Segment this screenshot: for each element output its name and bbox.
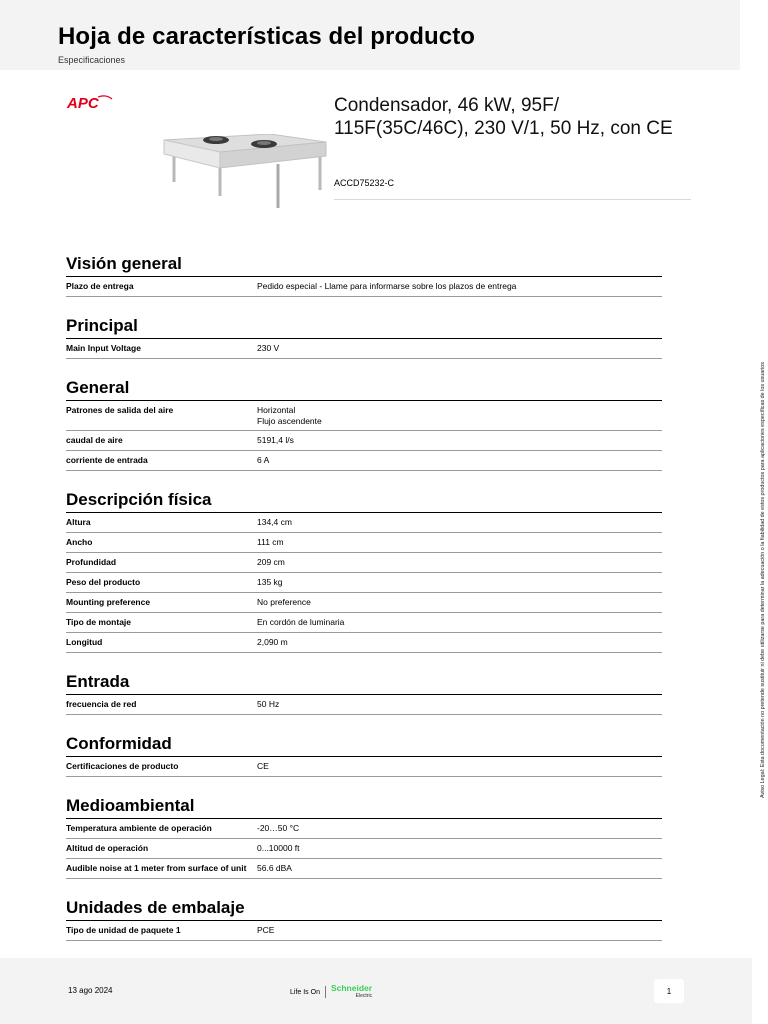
spec-value: No preference <box>257 597 311 607</box>
divider <box>334 199 691 200</box>
spec-section <box>66 254 662 297</box>
spec-label: corriente de entrada <box>66 455 148 465</box>
brand-divider <box>325 986 326 998</box>
spec-value: PCE <box>257 925 275 935</box>
spec-row <box>66 451 662 471</box>
spec-label: Certificaciones de producto <box>66 761 179 771</box>
spec-value: 134,4 cm <box>257 517 292 527</box>
spec-value: Pedido especial - Llame para informarse sobre los plazos de entrega <box>257 281 517 291</box>
schneider-brand <box>290 984 372 1000</box>
spec-row <box>66 277 662 297</box>
section-title: Conformidad <box>66 734 662 757</box>
spec-label: Mounting preference <box>66 597 151 607</box>
spec-label: Altura <box>66 517 91 527</box>
spec-label: Peso del producto <box>66 577 141 587</box>
spec-value: Horizontal Flujo ascendente <box>257 405 322 426</box>
section-title: Principal <box>66 316 662 339</box>
spec-row <box>66 859 662 879</box>
spec-section <box>66 490 662 653</box>
page-number: 1 <box>654 979 684 1003</box>
spec-row <box>66 757 662 777</box>
spec-row <box>66 339 662 359</box>
spec-label: Ancho <box>66 537 93 547</box>
spec-section <box>66 796 662 879</box>
spec-row <box>66 613 662 633</box>
spec-value: 135 kg <box>257 577 283 587</box>
spec-value: 56.6 dBA <box>257 863 292 873</box>
legal-disclaimer: Aviso Legal: Esta documentación no pretende sustituir ni debe utilizarse para determinar la adecuación o la fiabilidad de estos productos para aplicaciones específicas de los usuarios <box>760 362 766 798</box>
apc-logo-text: APC <box>67 95 99 112</box>
apc-logo-mark <box>66 94 136 112</box>
section-title: Visión general <box>66 254 662 277</box>
spec-section <box>66 672 662 715</box>
brand-sub: Electric <box>355 993 373 999</box>
spec-section <box>66 734 662 777</box>
document-title: Hoja de características del producto <box>58 23 476 50</box>
brand-tagline: Life Is On <box>290 988 320 996</box>
spec-label: Tipo de unidad de paquete 1 <box>66 925 181 935</box>
schneider-logo <box>331 984 372 1000</box>
spec-section <box>66 316 662 359</box>
spec-label: Altitud de operación <box>66 843 149 853</box>
spec-value: 209 cm <box>257 557 285 567</box>
spec-value: -20…50 °C <box>257 823 300 833</box>
section-title: Medioambiental <box>66 796 662 819</box>
document-subtitle: Especificaciones <box>58 55 126 65</box>
section-title: Unidades de embalaje <box>66 898 662 921</box>
spec-row <box>66 533 662 553</box>
spec-value: 50 Hz <box>257 699 280 709</box>
spec-row <box>66 401 662 431</box>
spec-value: 5191,4 l/s <box>257 435 294 445</box>
spec-row <box>66 513 662 533</box>
spec-row <box>66 695 662 715</box>
spec-label: Profundidad <box>66 557 117 567</box>
footer-date: 13 ago 2024 <box>68 986 113 995</box>
spec-label: frecuencia de red <box>66 699 137 709</box>
condenser-unit-icon <box>160 134 330 217</box>
spec-row <box>66 431 662 451</box>
spec-value: CE <box>257 761 269 771</box>
specifications-list <box>66 254 662 960</box>
spec-row <box>66 921 662 941</box>
spec-value: 111 cm <box>257 537 284 547</box>
section-title: General <box>66 378 662 401</box>
spec-label: Main Input Voltage <box>66 343 141 353</box>
spec-label: Plazo de entrega <box>66 281 134 291</box>
product-name: Condensador, 46 kW, 95F/ 115F(35C/46C), 230 V/1, 50 Hz, con CE <box>334 95 673 139</box>
spec-row <box>66 633 662 653</box>
spec-value: 2,090 m <box>257 637 288 647</box>
spec-value: En cordón de luminaria <box>257 617 345 627</box>
spec-label: Audible noise at 1 meter from surface of unit <box>66 863 247 873</box>
spec-row <box>66 839 662 859</box>
spec-label: caudal de aire <box>66 435 123 445</box>
spec-row <box>66 553 662 573</box>
spec-label: Temperatura ambiente de operación <box>66 823 212 833</box>
spec-row <box>66 819 662 839</box>
spec-label: Longitud <box>66 637 103 647</box>
section-title: Descripción física <box>66 490 662 513</box>
spec-label: Tipo de montaje <box>66 617 132 627</box>
spec-value: 230 V <box>257 343 280 353</box>
spec-section <box>66 898 662 941</box>
spec-row <box>66 573 662 593</box>
section-title: Entrada <box>66 672 662 695</box>
apc-logo <box>66 94 136 117</box>
brand-name: Schneider <box>330 983 373 993</box>
spec-label: Patrones de salida del aire <box>66 405 174 415</box>
spec-section <box>66 378 662 471</box>
spec-value: 6 A <box>257 455 270 465</box>
spec-value: 0...10000 ft <box>257 843 300 853</box>
spec-row <box>66 593 662 613</box>
product-reference: ACCD75232-C <box>334 178 395 188</box>
